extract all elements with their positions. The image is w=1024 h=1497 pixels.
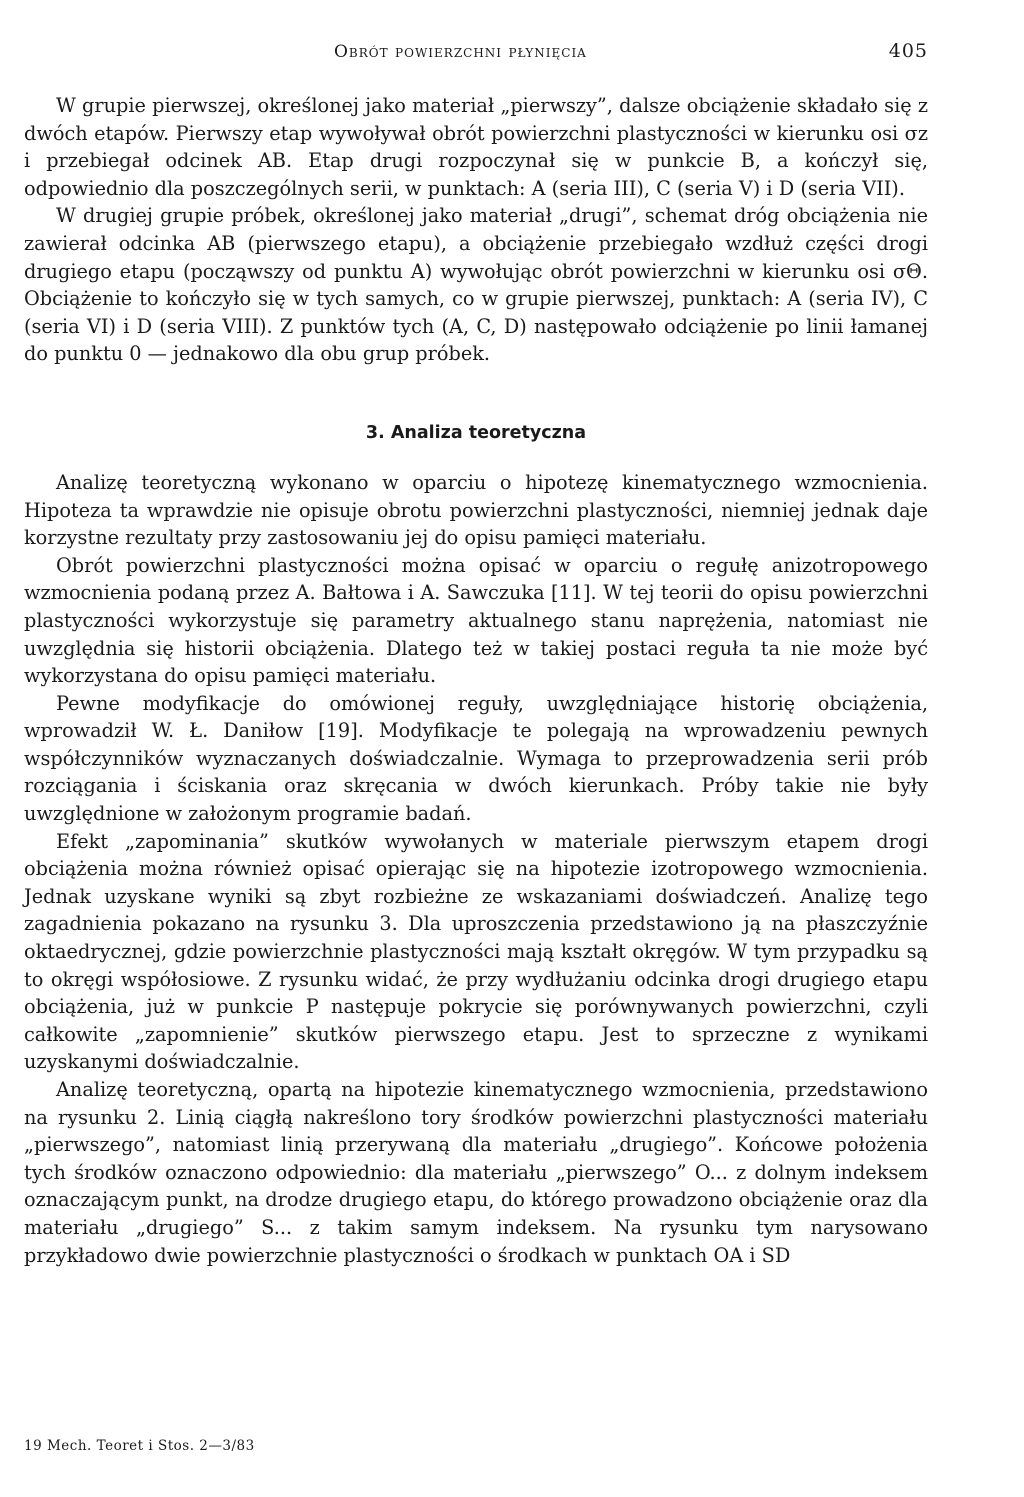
running-header [24,40,928,62]
paragraph: W grupie pierwszej, określonej jako materiał „pierwszy”, dalsze obciążenie składało się z dwóch etapów. Pierwszy etap wywoływał obrót powierzchni plastyczności w kierunku osi σz i przebiegał odcinek AB. Etap drugi rozpoczynał się w punkcie B, a kończył się, odpowiednio dla poszczególnych serii, w punktach: A (seria III), C (seria V) i D (seria VII). [24,94,928,200]
paragraph: Analizę teoretyczną wykonano w oparciu o hipotezę kinematycznego wzmocnienia. Hipoteza ta wprawdzie nie opisuje obrotu powierzchni plastyczności, niemniej jednak daje korzystne rezultaty przy zastosowaniu jej do opisu pamięci materiału. [24,470,928,550]
body-text-after [24,469,928,1269]
paragraph: Pewne modyfikacje do omówionej reguły, uwzględniające historię obciążenia, wprowadził W. Ł. Daniłow [19]. Modyfikacje te polegają na wprowadzeniu pewnych współczynników wyznaczanych doświadczalnie. Wymaga to przeprowadzenia serii prób rozciągania i ściskania oraz skręcania w dwóch kierunkach. Próby takie nie były uwzględnione w założonym programie badań. [24,691,928,826]
paragraph: Obrót powierzchni plastyczności można opisać w oparciu o regułę anizotropowego wzmocnienia podaną przez A. Bałtowa i A. Sawczuka [11]. W tej teorii do opisu powierzchni plastyczności wykorzystuje się parametry aktualnego stanu naprężenia, natomiast nie uwzględnia się historii obciążenia. Dlatego też w takiej postaci reguła ta nie może być wykorzystana do opisu pamięci materiału. [24,553,928,688]
paragraph: Efekt „zapominania” skutków wywołanych w materiale pierwszym etapem drogi obciążenia można również opisać opierając się na hipotezie izotropowego wzmocnienia. Jednak uzyskane wyniki są zbyt rozbieżne ze wskazaniami doświadczeń. Analizę tego zagadnienia pokazano na rysunku 3. Dla uproszczenia przedstawiono ją na płaszczyźnie oktaedrycznej, gdzie powierzchnie plastyczności mają kształt okręgów. W tym przypadku są to okręgi współosiowe. Z rysunku widać, że przy wydłużaniu odcinka drogi drugiego etapu obciążenia, już w punkcie P następuje pokrycie się porównywanych powierzchni, czyli całkowite „zapomnienie” skutków pierwszego etapu. Jest to sprzeczne z wynikami uzyskanymi doświadczalnie. [24,829,928,1074]
page [24,40,928,1269]
body-text-before [24,92,928,368]
paragraph: W drugiej grupie próbek, określonej jako materiał „drugi”, schemat dróg obciążenia nie zawierał odcinka AB (pierwszego etapu), a obciążenie przebiegało wzdłuż części drogi drugiego etapu (począwszy od punktu A) wywołując obrót powierzchni w kierunku osi σΘ. Obciążenie to kończyło się w tych samych, co w grupie pierwszej, punktach: A (seria IV), C (seria VI) i D (seria VIII). Z punktów tych (A, C, D) następowało odciążenie po linii łamanej do punktu 0 — jednakowo dla obu grup próbek. [24,204,928,366]
paragraph: Analizę teoretyczną, opartą na hipotezie kinematycznego wzmocnienia, przedstawiono na rysunku 2. Linią ciągłą nakreślono tory środków powierzchni plastyczności materiału „pierwszego”, natomiast linią przerywaną dla materiału „drugiego”. Końcowe położenia tych środków oznaczono odpowiednio: dla materiału „pierwszego” O... z dolnym indeksem oznaczającym punkt, na drodze drugiego etapu, do którego prowadzono obciążenie oraz dla materiału „drugiego” S... z takim samym indeksem. Na rysunku tym narysowano przykładowo dwie powierzchnie plastyczności o środkach w punktach OA i SD [24,1078,928,1267]
section-heading: 3. Analiza teoretyczna [365,422,587,443]
page-footer: 19 Mech. Teoret i Stos. 2—3/83 [24,1438,255,1454]
page-number: 405 [888,40,928,62]
running-title: Obrót powierzchni płynięcia [334,42,587,62]
